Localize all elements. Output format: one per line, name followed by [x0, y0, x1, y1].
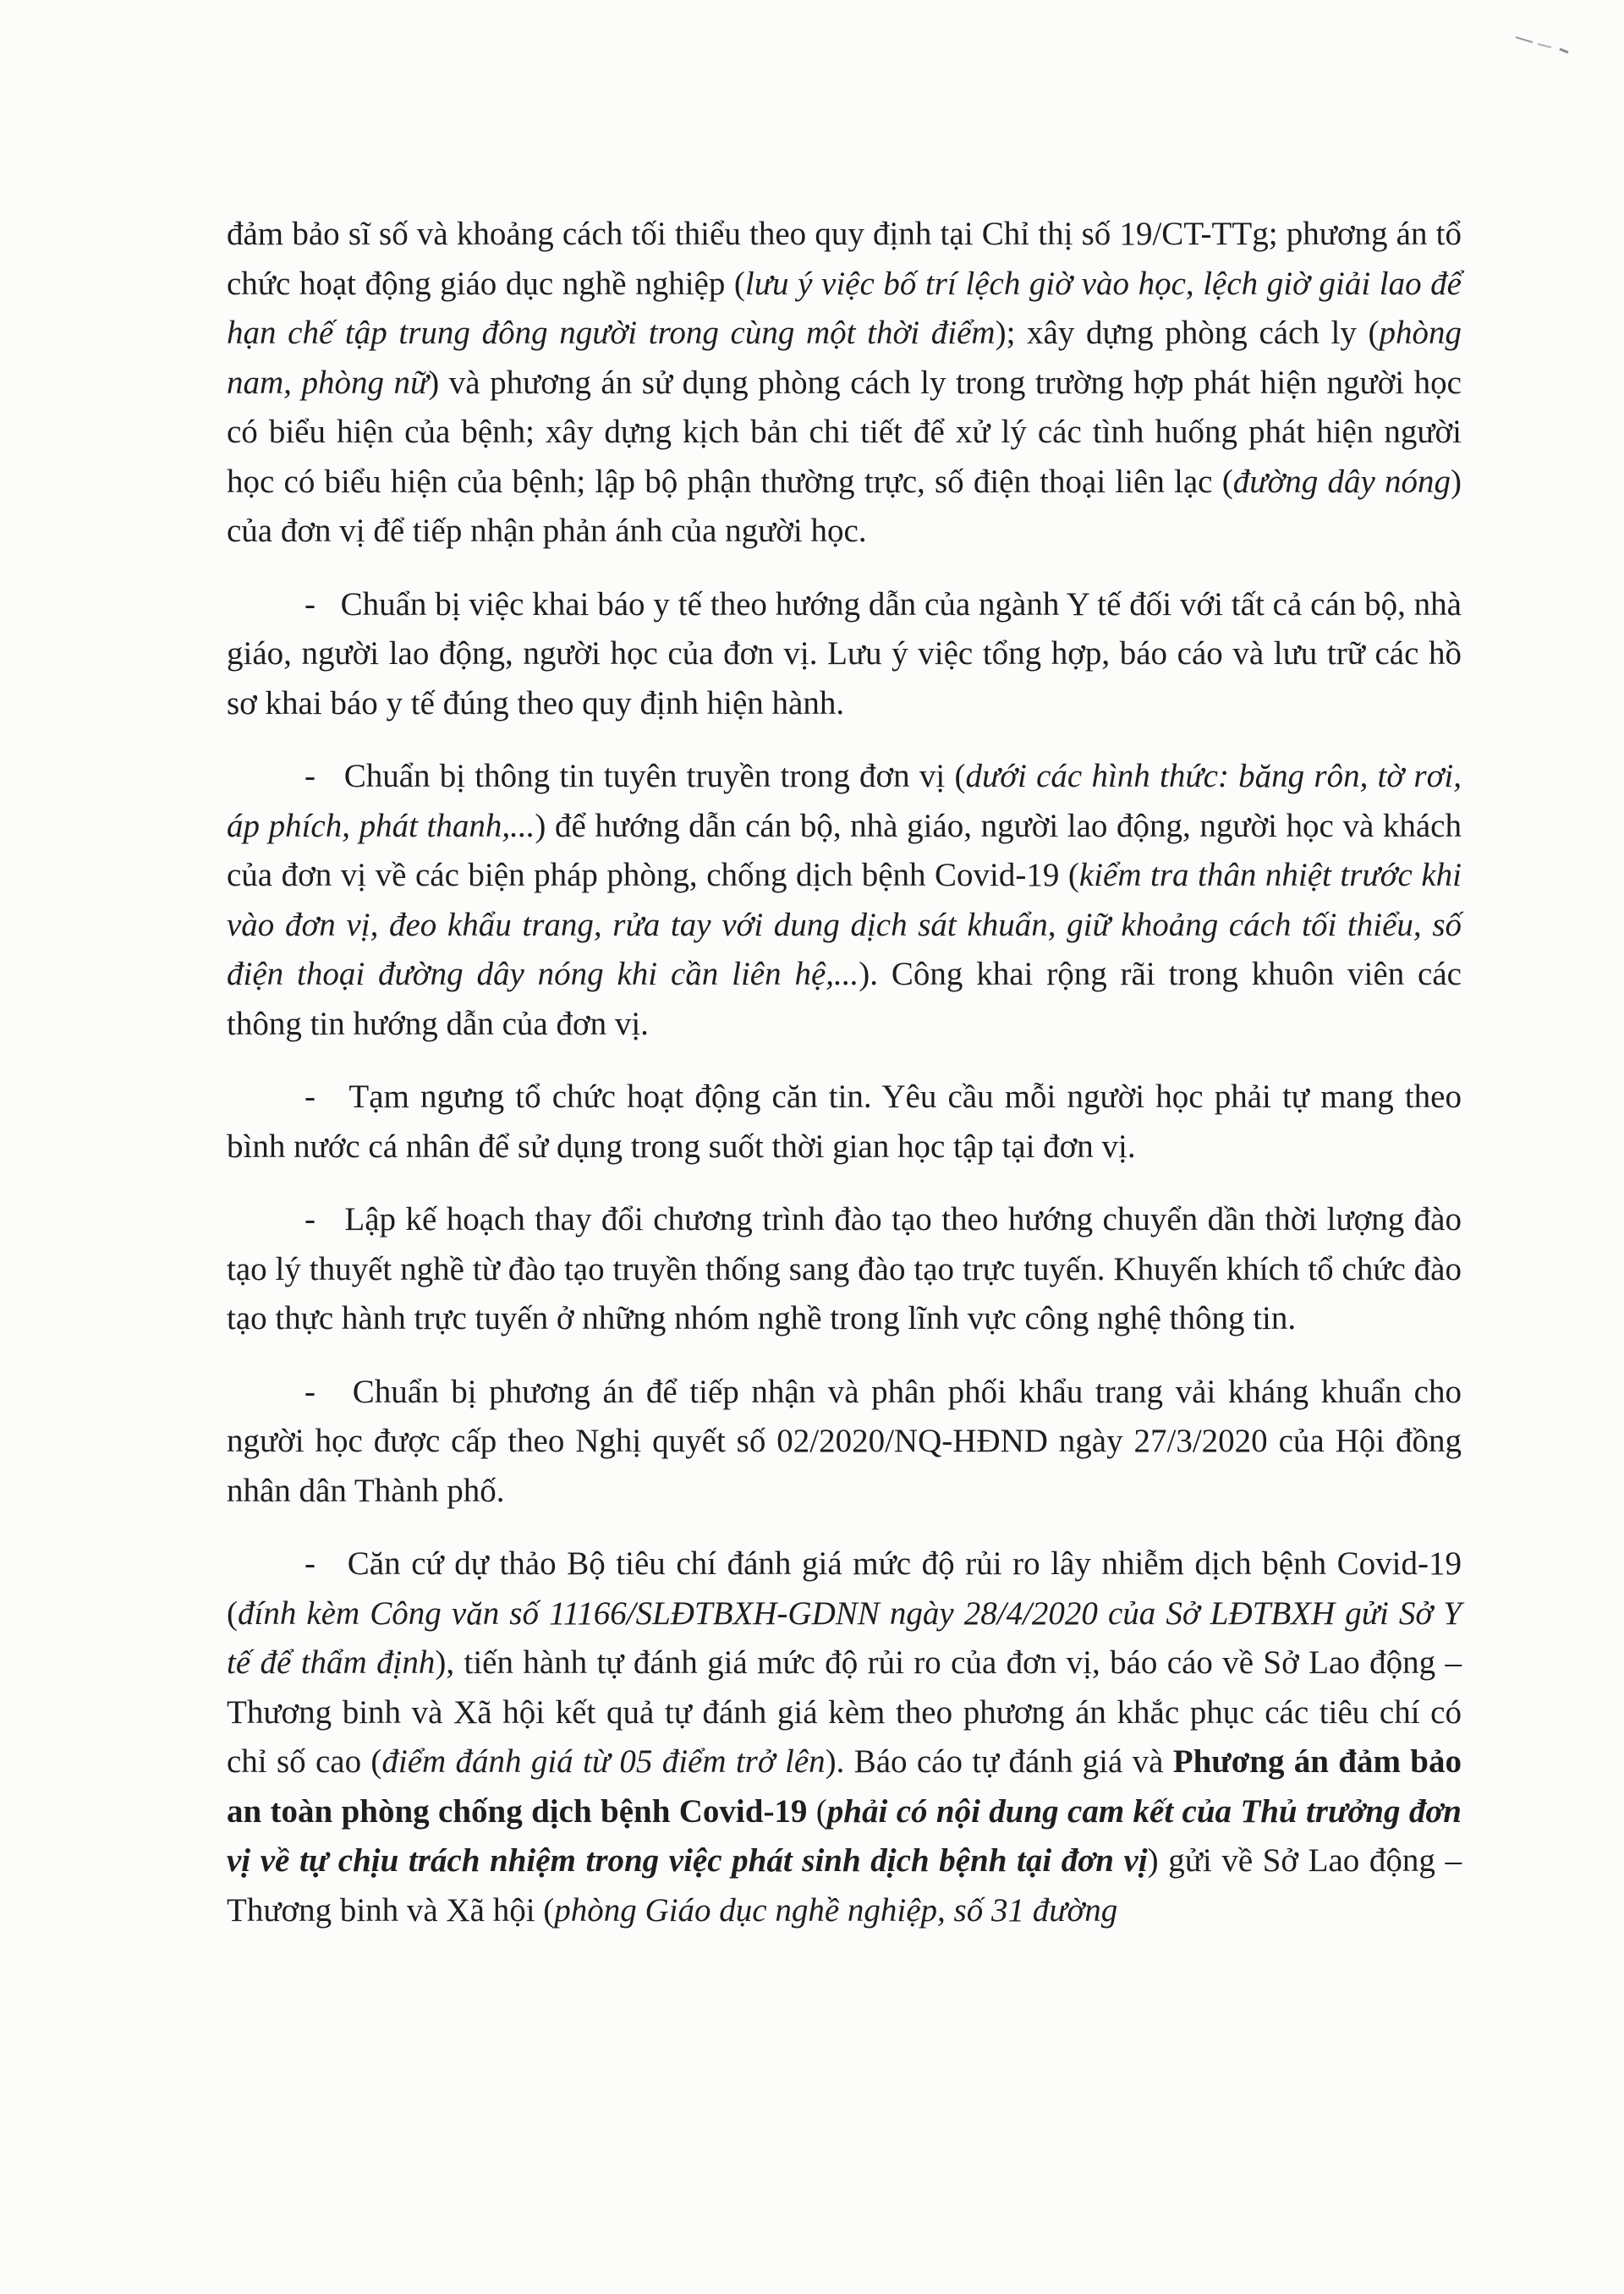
- seg: Căn cứ dự thảo Bộ tiêu chí đánh giá mức độ rủi ro lây nhiễm dịch bệnh Covid-19 (: [227, 1545, 1462, 1632]
- seg: đường dây nóng: [1232, 463, 1451, 500]
- paragraph-6: [227, 1368, 1462, 1517]
- list-dash: -: [304, 758, 315, 794]
- seg: ) gửi về Sở Lao động – Thương binh và Xã hội (: [227, 1842, 1462, 1929]
- seg: đảm bảo sĩ số và khoảng cách tối thiểu theo quy định tại Chỉ thị số 19/CT-TTg; phương án tổ chức hoạt động giáo dục nghề nghiệp (: [227, 216, 1462, 302]
- seg: Lập kế hoạch thay đổi chương trình đào tạo theo hướng chuyển dần thời lượng đào tạo lý thuyết nghề từ đào tạo truyền thống sang đào tạo trực tuyến. Khuyến khích tổ chức đào tạo thực hành trực tuyến ở những nhóm nghề trong lĩnh vực công nghệ thông tin.: [227, 1201, 1462, 1336]
- document-body: [227, 210, 1462, 1959]
- paragraph-7: [227, 1539, 1462, 1935]
- paragraph-1: [227, 210, 1462, 557]
- seg: phòng nam, phòng nữ: [227, 315, 1462, 401]
- list-dash: -: [304, 585, 315, 623]
- scan-mark-icon: [1514, 32, 1573, 58]
- seg: lưu ý việc bố trí lệch giờ vào học, lệch giờ giải lao để hạn chế tập trung đông người trong cùng một thời điểm: [227, 265, 1462, 351]
- seg: Chuẩn bị phương án để tiếp nhận và phân phối khẩu trang vải kháng khuẩn cho người học được cấp theo Nghị quyết số 02/2020/NQ-HĐND ngày 27/3/2020 của Hội đồng nhân dân Thành phố.: [227, 1373, 1462, 1509]
- seg: ) của đơn vị để tiếp nhận phản ánh của người học.: [227, 463, 1462, 549]
- list-dash: -: [304, 1201, 315, 1238]
- seg: ). Báo cáo tự đánh giá và: [825, 1743, 1173, 1780]
- seg: Chuẩn bị thông tin tuyên truyền trong đơn vị (: [343, 758, 966, 794]
- seg: điểm đánh giá từ 05 điểm trở lên: [381, 1743, 826, 1780]
- seg: Chuẩn bị việc khai báo y tế theo hướng dẫn của ngành Y tế đối với tất cả cán bộ, nhà giáo, người lao động, người học của đơn vị. Lưu ý việc tổng hợp, báo cáo và lưu trữ các hồ sơ khai báo y tế đúng theo quy định hiện hành.: [227, 585, 1462, 722]
- list-dash: -: [304, 1373, 315, 1410]
- paragraph-2: [227, 580, 1462, 729]
- paragraph-5: [227, 1195, 1462, 1344]
- seg: đính kèm Công văn số 11166/SLĐTBXH-GDNN ngày 28/4/2020 của Sở LĐTBXH gửi Sở Y tế để thẩm định: [227, 1594, 1462, 1681]
- seg: (: [807, 1792, 827, 1830]
- seg: Tạm ngưng tổ chức hoạt động căn tin. Yêu cầu mỗi người học phải tự mang theo bình nước cá nhân để sử dụng trong suốt thời gian học tập tại đơn vị.: [227, 1078, 1462, 1165]
- seg: phòng Giáo dục nghề nghiệp, số 31 đường: [554, 1891, 1118, 1929]
- seg: ). Công khai rộng rãi trong khuôn viên các thông tin hướng dẫn của đơn vị.: [227, 956, 1462, 1042]
- paragraph-4: [227, 1073, 1462, 1172]
- seg: ), tiến hành tự đánh giá mức độ rủi ro của đơn vị, báo cáo về Sở Lao động – Thương binh và Xã hội kết quả tự đánh giá kèm theo phương án khắc phục các tiêu chí có chỉ số cao (: [227, 1644, 1462, 1780]
- seg: ) để hướng dẫn cán bộ, nhà giáo, người lao động, người học và khách của đơn vị về các biện pháp phòng, chống dịch bệnh Covid-19 (: [227, 807, 1462, 893]
- paragraph-3: [227, 752, 1462, 1049]
- seg: ); xây dựng phòng cách ly (: [995, 315, 1380, 351]
- seg: ) và phương án sử dụng phòng cách ly trong trường hợp phát hiện người học có biểu hiện của bệnh; xây dựng kịch bản chi tiết để xử lý các tình huống phát hiện người học có biểu hiện của bệnh; lập bộ phận thường trực, số điện thoại liên lạc (: [227, 364, 1462, 500]
- seg-bold: Phương án đảm bảo an toàn phòng chống dịch bệnh Covid-19: [227, 1743, 1462, 1830]
- list-dash: -: [304, 1545, 315, 1582]
- seg-bold-italic: phải có nội dung cam kết của Thủ trưởng đơn vị về tự chịu trách nhiệm trong việc phát sinh dịch bệnh tại đơn vị: [227, 1792, 1462, 1879]
- list-dash: -: [304, 1078, 315, 1115]
- seg: dưới các hình thức: băng rôn, tờ rơi, áp phích, phát thanh,...: [227, 758, 1462, 844]
- seg: kiểm tra thân nhiệt trước khi vào đơn vị, đeo khẩu trang, rửa tay với dung dịch sát khuẩn, giữ khoảng cách tối thiểu, số điện thoại đường dây nóng khi cần liên hệ,...: [227, 857, 1462, 992]
